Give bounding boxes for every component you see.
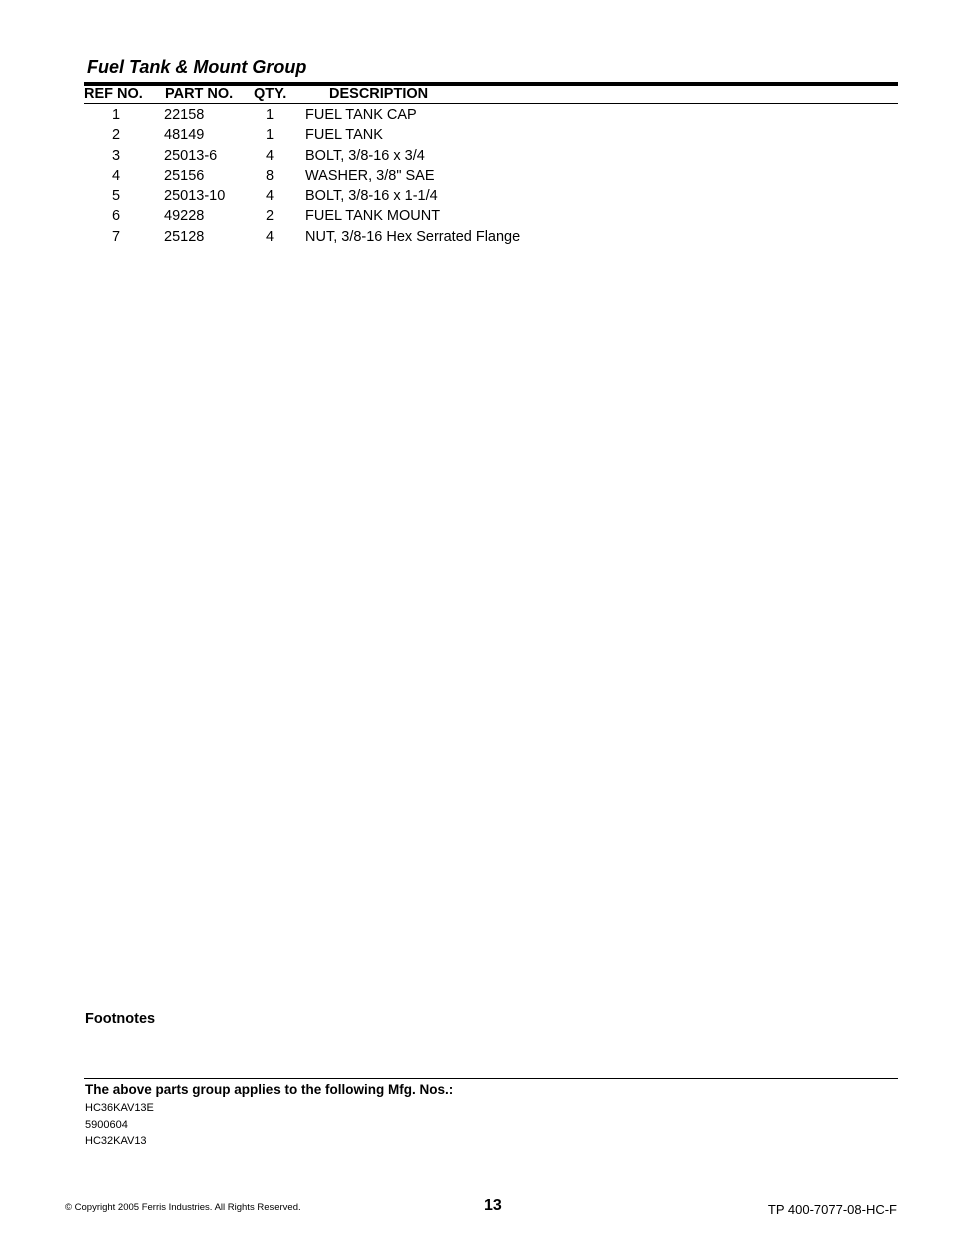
parts-table [84, 107, 898, 249]
header-rule [84, 103, 898, 104]
table-row [84, 208, 898, 228]
cell-qty: 4 [266, 228, 275, 245]
table-row [84, 107, 898, 127]
cell-part-no: 48149 [164, 127, 205, 144]
cell-ref-no: 3 [111, 147, 121, 164]
footnotes-heading: Footnotes [85, 1011, 156, 1027]
cell-qty: 4 [266, 147, 275, 164]
cell-part-no: 25013-6 [164, 147, 218, 164]
cell-ref-no: 4 [111, 167, 121, 184]
cell-description: FUEL TANK CAP [305, 107, 417, 123]
cell-description: BOLT, 3/8-16 x 3/4 [305, 147, 425, 164]
table-header [84, 86, 898, 103]
cell-description: NUT, 3/8-16 Hex Serrated Flange [305, 228, 521, 245]
section-title: Fuel Tank & Mount Group [87, 57, 307, 77]
cell-ref-no: 1 [111, 107, 121, 123]
header-part-no: PART NO. [165, 86, 234, 102]
cell-qty: 4 [266, 188, 275, 205]
cell-ref-no: 7 [111, 228, 121, 245]
cell-qty: 1 [266, 107, 275, 123]
header-description: DESCRIPTION [329, 86, 429, 102]
cell-part-no: 49228 [164, 208, 205, 225]
mfg-number-list [85, 1101, 154, 1151]
cell-part-no: 25013-10 [164, 188, 226, 205]
cell-part-no: 22158 [164, 107, 205, 123]
table-row [84, 127, 898, 147]
cell-qty: 1 [266, 127, 275, 144]
document-id: TP 400-7077-08-HC-F [767, 1202, 897, 1217]
mfg-number: HC32KAV13 [85, 1135, 147, 1147]
cell-description: FUEL TANK [305, 127, 383, 144]
table-row [84, 229, 898, 249]
header-qty: QTY. [254, 86, 287, 102]
mfg-heading: The above parts group applies to the following Mfg. Nos.: [85, 1082, 454, 1097]
header-ref-no: REF NO. [84, 86, 143, 102]
copyright-notice: © Copyright 2005 Ferris Industries. All Rights Reserved. [65, 1202, 301, 1213]
cell-ref-no: 2 [111, 127, 121, 144]
cell-ref-no: 6 [111, 208, 121, 225]
cell-part-no: 25156 [164, 167, 205, 184]
mfg-rule [84, 1078, 898, 1079]
table-row [84, 188, 898, 208]
cell-ref-no: 5 [111, 188, 121, 205]
cell-description: BOLT, 3/8-16 x 1-1/4 [305, 188, 438, 205]
cell-part-no: 25128 [164, 228, 205, 245]
cell-description: FUEL TANK MOUNT [305, 208, 441, 225]
cell-description: WASHER, 3/8" SAE [305, 167, 435, 184]
page-number: 13 [484, 1197, 502, 1214]
cell-qty: 8 [266, 167, 275, 184]
table-row [84, 148, 898, 168]
mfg-number: HC36KAV13E [85, 1102, 154, 1114]
mfg-number: 5900604 [85, 1118, 128, 1131]
table-row [84, 168, 898, 188]
cell-qty: 2 [266, 208, 275, 225]
